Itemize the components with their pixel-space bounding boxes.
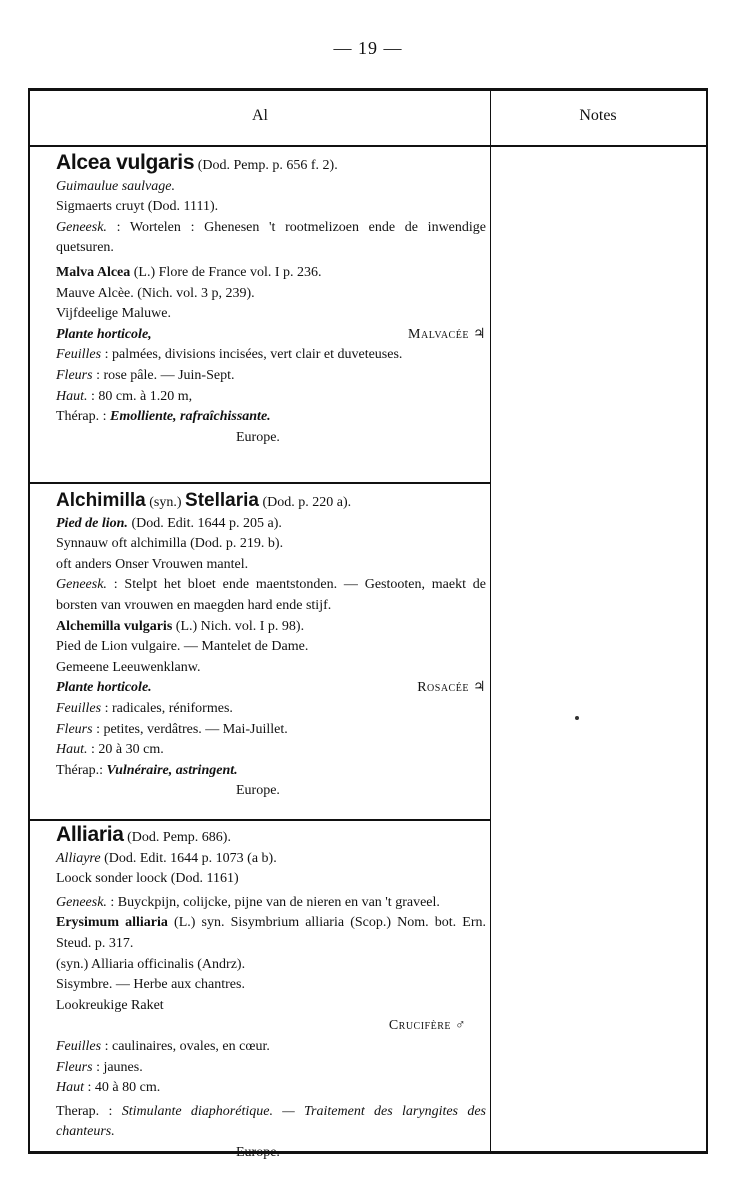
entry-alliaria bbox=[56, 825, 486, 1164]
syn-label: (syn.) bbox=[149, 495, 182, 510]
plant-family bbox=[56, 1016, 486, 1037]
table-header bbox=[30, 91, 706, 147]
table-frame bbox=[28, 88, 708, 1160]
region: Europe. bbox=[236, 1144, 280, 1160]
entry-line: : Wortelen : Ghenesen 't rootmelizoen ende de inwendige quetsuren. bbox=[56, 219, 487, 256]
entry-line: Pied de Lion vulgaire. — Mantelet de Dame. bbox=[56, 639, 309, 655]
label-feuilles: Feuilles bbox=[56, 1038, 102, 1054]
label-fleurs: Fleurs bbox=[56, 721, 93, 737]
therapy: Emolliente, rafraîchissante. bbox=[110, 409, 271, 425]
entry-separator bbox=[30, 482, 490, 484]
entry-line: : Buyckpijn, colijcke, pijne van de nieren en van 't graveel. bbox=[110, 894, 440, 910]
label-geneesk: Geneesk. bbox=[56, 219, 107, 235]
label-fleurs: Fleurs bbox=[56, 367, 93, 383]
entry-line: : 80 cm. à 1.20 m, bbox=[91, 388, 193, 404]
label-fleurs: Fleurs bbox=[56, 1059, 93, 1075]
entry-line: : caulinaires, ovales, en cœur. bbox=[104, 1038, 270, 1054]
entry-title: Alchimilla bbox=[56, 490, 146, 511]
entry-separator bbox=[30, 819, 490, 821]
entry-line: : palmées, divisions incisées, vert clair et duveteuses. bbox=[104, 347, 403, 363]
header-notes: Notes bbox=[579, 107, 617, 124]
plant-type: Plante horticole. bbox=[56, 680, 152, 696]
label-haut: Haut. bbox=[56, 388, 88, 404]
label-haut: Haut. bbox=[56, 742, 88, 758]
entry-alchimilla bbox=[56, 491, 486, 802]
entry-line: (L.) Flore de France vol. I p. 236. bbox=[133, 264, 322, 280]
entry-line: oft anders Onser Vrouwen mantel. bbox=[56, 556, 249, 572]
speck-mark bbox=[575, 716, 579, 720]
header-main: Al bbox=[252, 107, 268, 124]
entry-line: : Stelpt het bloet ende maentstonden. — Gestooten, maekt de borsten van vrouwen en maegden hard ende stijf. bbox=[56, 577, 487, 613]
label-feuilles: Feuilles bbox=[56, 700, 102, 716]
entry-line: : 40 à 80 cm. bbox=[87, 1080, 161, 1096]
entry-line: Guimaulue saulvage. bbox=[56, 178, 175, 194]
label-therap: Thérap. : bbox=[56, 409, 107, 425]
entry-line: : jaunes. bbox=[96, 1059, 143, 1075]
label-feuilles: Feuilles bbox=[56, 347, 102, 363]
entry-line: : radicales, réniformes. bbox=[104, 700, 233, 716]
column-divider bbox=[490, 91, 491, 1153]
entry-line: (Dod. Edit. 1644 p. 205 a). bbox=[131, 515, 282, 531]
entry-line: (syn.) Alliaria officinalis (Andrz). bbox=[56, 956, 246, 972]
label-haut: Haut bbox=[56, 1080, 84, 1096]
region: Europe. bbox=[236, 429, 280, 445]
plant-family: Malvacée ♃ bbox=[408, 326, 486, 342]
entry-line: Vijfdeelige Maluwe. bbox=[56, 306, 172, 322]
entry-ref: (Dod. p. 220 a). bbox=[262, 495, 352, 510]
label-therap: Therap. : bbox=[56, 1103, 113, 1119]
entry-line: : rose pâle. — Juin-Sept. bbox=[96, 367, 235, 383]
entry-line: Lookreukige Raket bbox=[56, 997, 164, 1013]
therapy: Vulnéraire, astringent. bbox=[106, 762, 238, 778]
entry-line: (L.) Nich. vol. I p. 98). bbox=[175, 618, 305, 634]
entry-line: Sigmaerts cruyt (Dod. 1111). bbox=[56, 199, 219, 215]
common-name: Pied de lion. bbox=[56, 515, 128, 531]
entry-line: Loock sonder loock (Dod. 1161) bbox=[56, 871, 239, 887]
plant-type: Plante horticole, bbox=[56, 326, 152, 342]
latin-name: Malva Alcea bbox=[56, 264, 131, 280]
label-geneesk: Geneesk. bbox=[56, 577, 107, 593]
plant-family: Rosacée ♃ bbox=[417, 680, 486, 696]
entry-title: Alcea vulgaris bbox=[56, 151, 195, 174]
entry-ref: (Dod. Pemp. 686). bbox=[127, 830, 231, 845]
entry-title-syn: Stellaria bbox=[185, 490, 259, 511]
entry-title: Alliaria bbox=[56, 823, 124, 846]
entry-line: : 20 à 30 cm. bbox=[91, 742, 164, 758]
entry-alcea bbox=[56, 153, 486, 448]
label-geneesk: Geneesk. bbox=[56, 894, 107, 910]
entry-line: Sisymbre. — Herbe aux chantres. bbox=[56, 977, 245, 993]
entry-line: (L.) syn. Sisymbrium alliaria (Scop.) Nom. bot. Ern. Steud. p. 317. bbox=[56, 915, 487, 951]
entry-ref: (Dod. Pemp. p. 656 f. 2). bbox=[197, 158, 338, 173]
latin-name: Erysimum alliaria bbox=[56, 915, 168, 931]
entry-line: Synnauw oft alchimilla (Dod. p. 219. b). bbox=[56, 536, 284, 552]
latin-name: Alchemilla vulgaris bbox=[56, 618, 173, 634]
plant-family-label: Crucifère ♂ bbox=[388, 1018, 466, 1034]
common-name: Alliayre bbox=[56, 850, 101, 866]
entry-line: : petites, verdâtres. — Mai-Juillet. bbox=[96, 721, 288, 737]
label-therap: Thérap.: bbox=[56, 762, 104, 778]
region: Europe. bbox=[236, 783, 280, 799]
entry-line: Mauve Alcèe. (Nich. vol. 3 p, 239). bbox=[56, 285, 255, 301]
entry-line: Gemeene Leeuwenklanw. bbox=[56, 659, 201, 675]
therapy: Stimulante diaphorétique. — Traitement des laryngites des chanteurs. bbox=[56, 1103, 486, 1140]
entry-line: (Dod. Edit. 1644 p. 1073 (a b). bbox=[104, 850, 277, 866]
page-number: — 19 — bbox=[333, 38, 403, 58]
